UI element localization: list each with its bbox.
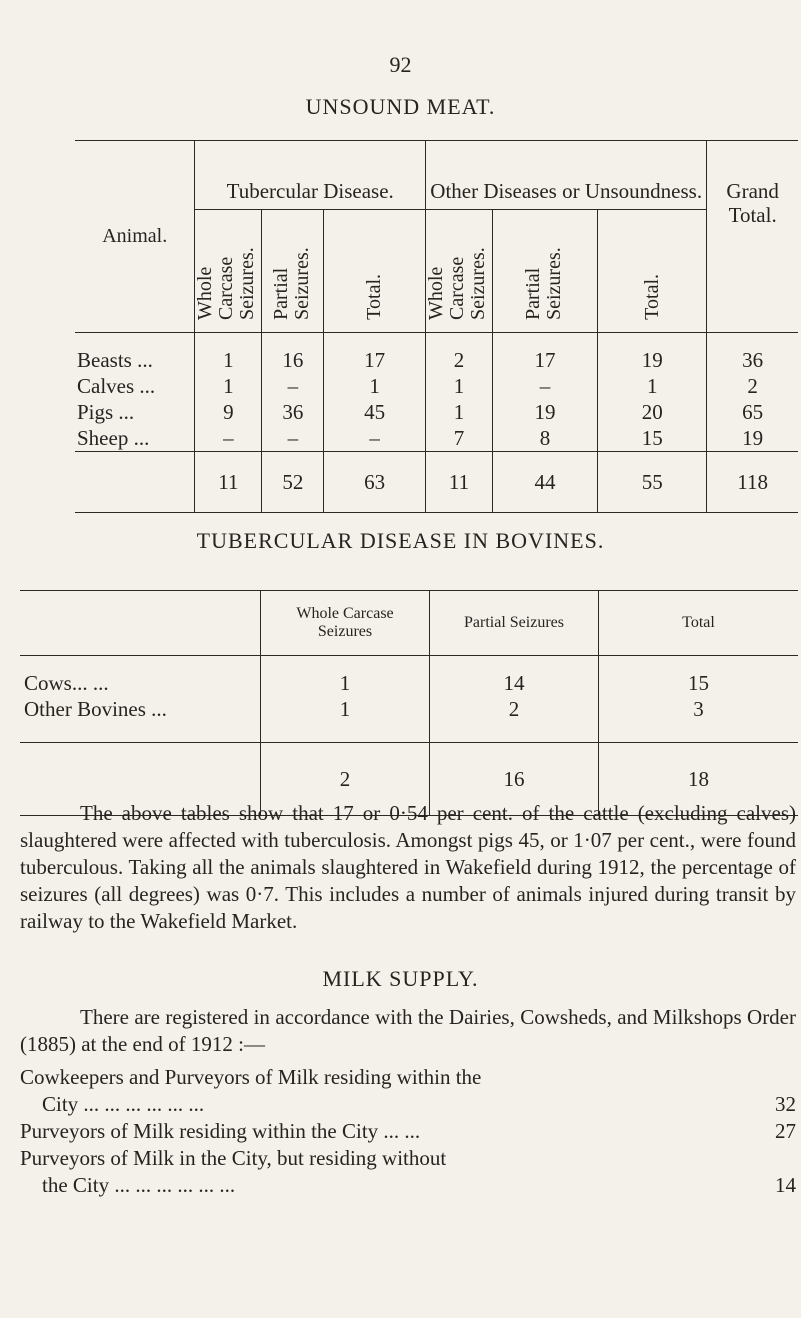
total-cell: 44 bbox=[493, 452, 598, 513]
totals-row bbox=[75, 452, 798, 513]
table-row bbox=[20, 656, 798, 697]
list-item-count: 14 bbox=[775, 1173, 796, 1197]
milk-registration-paragraph: There are registered in accordance with the Dairies, Cowsheds, and Milkshops Order (1885) at the end of 1912 :— bbox=[20, 1005, 796, 1056]
cell: 9 bbox=[195, 399, 262, 425]
grand-total-label: Grand Total. bbox=[726, 179, 779, 227]
other-diseases-group-header: Other Diseases or Unsoundness. bbox=[426, 141, 707, 210]
section-title-unsound-meat: UNSOUND MEAT. bbox=[305, 94, 496, 119]
section-title-milk-supply: MILK SUPPLY. bbox=[322, 966, 479, 991]
cell: – bbox=[262, 373, 324, 399]
table-row bbox=[75, 399, 798, 425]
section-title-bovines: TUBERCULAR DISEASE IN BOVINES. bbox=[196, 528, 605, 553]
cell: 1 bbox=[261, 696, 430, 743]
list-item-line: City ... ... ... ... ... ... bbox=[42, 1092, 205, 1116]
cell: 3 bbox=[599, 696, 799, 743]
cell: – bbox=[324, 425, 426, 452]
cell: 2 bbox=[707, 373, 798, 399]
row-label: Beasts ... bbox=[77, 347, 153, 372]
cell: 7 bbox=[426, 425, 493, 452]
ot-partial-header bbox=[493, 210, 598, 333]
cell: 15 bbox=[598, 425, 707, 452]
total-cell: 11 bbox=[426, 452, 493, 513]
table-row bbox=[75, 373, 798, 399]
cell: 8 bbox=[493, 425, 598, 452]
bovine-partial-header: Partial Seizures bbox=[430, 591, 599, 656]
list-item-line: the City ... ... ... ... ... ... bbox=[42, 1173, 236, 1197]
cell: 17 bbox=[324, 333, 426, 374]
list-item-count: 27 bbox=[775, 1119, 796, 1143]
tubercular-group-header: Tubercular Disease. bbox=[195, 141, 426, 210]
cell: 36 bbox=[707, 333, 798, 374]
total-cell: 18 bbox=[599, 743, 799, 816]
milk-supply-list bbox=[20, 1064, 796, 1199]
tuberculosis-summary-paragraph: The above tables show that 17 or 0·54 per cent. of the cattle (excluding calves) slaughtered were affected with tuberculosis. Amongst pigs 45, or 1·07 per cent., were found tuberculous. Taking all the animals slaughtered in Wakefield during 1912, the percentage of seizures (all degrees) was 0·7. This includes a number of animals injured during transit by railway to the Wakefield Market. bbox=[20, 801, 796, 933]
bovine-whole-label: Whole Carcase Seizures bbox=[296, 605, 394, 640]
table-row bbox=[75, 333, 798, 374]
cell: 65 bbox=[707, 399, 798, 425]
grand-total-header bbox=[707, 141, 798, 333]
cell: 16 bbox=[262, 333, 324, 374]
row-label: Other Bovines ... bbox=[20, 696, 261, 743]
bovine-whole-header bbox=[261, 591, 430, 656]
total-cell: 63 bbox=[324, 452, 426, 513]
cell: 1 bbox=[324, 373, 426, 399]
cell: 17 bbox=[493, 333, 598, 374]
ot-total-header bbox=[598, 210, 707, 333]
cell: 14 bbox=[430, 656, 599, 697]
cell: 2 bbox=[426, 333, 493, 374]
cell: 1 bbox=[598, 373, 707, 399]
row-label: Calves ... bbox=[77, 373, 156, 398]
list-item-count: 32 bbox=[775, 1092, 796, 1116]
tb-partial-label: Partial Seizures. bbox=[269, 247, 313, 320]
cell: 1 bbox=[195, 333, 262, 374]
cell: 20 bbox=[598, 399, 707, 425]
cell: 45 bbox=[324, 399, 426, 425]
cell: 15 bbox=[599, 656, 799, 697]
cell: 19 bbox=[707, 425, 798, 452]
row-label: Sheep ... bbox=[75, 425, 195, 452]
bovine-total-header: Total bbox=[599, 591, 799, 656]
cell: – bbox=[493, 373, 598, 399]
list-item bbox=[20, 1145, 796, 1199]
list-item bbox=[20, 1118, 796, 1145]
row-label: Pigs ... bbox=[77, 399, 135, 424]
unsound-meat-table bbox=[75, 140, 798, 513]
list-item-line: Cowkeepers and Purveyors of Milk residing within the bbox=[20, 1065, 482, 1089]
cell: – bbox=[262, 425, 324, 452]
list-item-line: Purveyors of Milk residing within the City ... ... bbox=[20, 1119, 421, 1143]
bovines-table bbox=[20, 590, 798, 816]
tb-whole-label: Whole Carcase Seizures. bbox=[194, 247, 259, 320]
tb-whole-header bbox=[195, 210, 262, 333]
list-item bbox=[20, 1064, 796, 1118]
tb-total-header bbox=[324, 210, 426, 333]
tb-total-label: Total. bbox=[363, 274, 386, 320]
ot-whole-header bbox=[426, 210, 493, 333]
cell: 36 bbox=[262, 399, 324, 425]
row-label: Cows... ... bbox=[24, 670, 109, 695]
ot-whole-label: Whole Carcase Seizures. bbox=[425, 247, 490, 320]
cell: 1 bbox=[426, 373, 493, 399]
cell: – bbox=[195, 425, 262, 452]
table-row bbox=[75, 425, 798, 452]
cell: 19 bbox=[598, 333, 707, 374]
ot-total-label: Total. bbox=[640, 274, 663, 320]
total-cell: 118 bbox=[707, 452, 798, 513]
page-number: 92 bbox=[389, 52, 412, 77]
cell: 19 bbox=[493, 399, 598, 425]
cell: 1 bbox=[195, 373, 262, 399]
cell: 1 bbox=[261, 656, 430, 697]
tb-partial-header bbox=[262, 210, 324, 333]
list-item-line: Purveyors of Milk in the City, but residing without bbox=[20, 1146, 447, 1170]
total-cell: 52 bbox=[262, 452, 324, 513]
ot-partial-label: Partial Seizures. bbox=[522, 247, 566, 320]
bovine-label-header bbox=[20, 591, 261, 656]
cell: 1 bbox=[426, 399, 493, 425]
table-row bbox=[20, 696, 798, 743]
total-cell: 16 bbox=[430, 743, 599, 816]
cell: 2 bbox=[430, 696, 599, 743]
total-cell: 55 bbox=[598, 452, 707, 513]
total-cell: 2 bbox=[261, 743, 430, 816]
animal-header: Animal. bbox=[75, 141, 195, 333]
totals-label-cell bbox=[75, 452, 195, 513]
total-cell: 11 bbox=[195, 452, 262, 513]
